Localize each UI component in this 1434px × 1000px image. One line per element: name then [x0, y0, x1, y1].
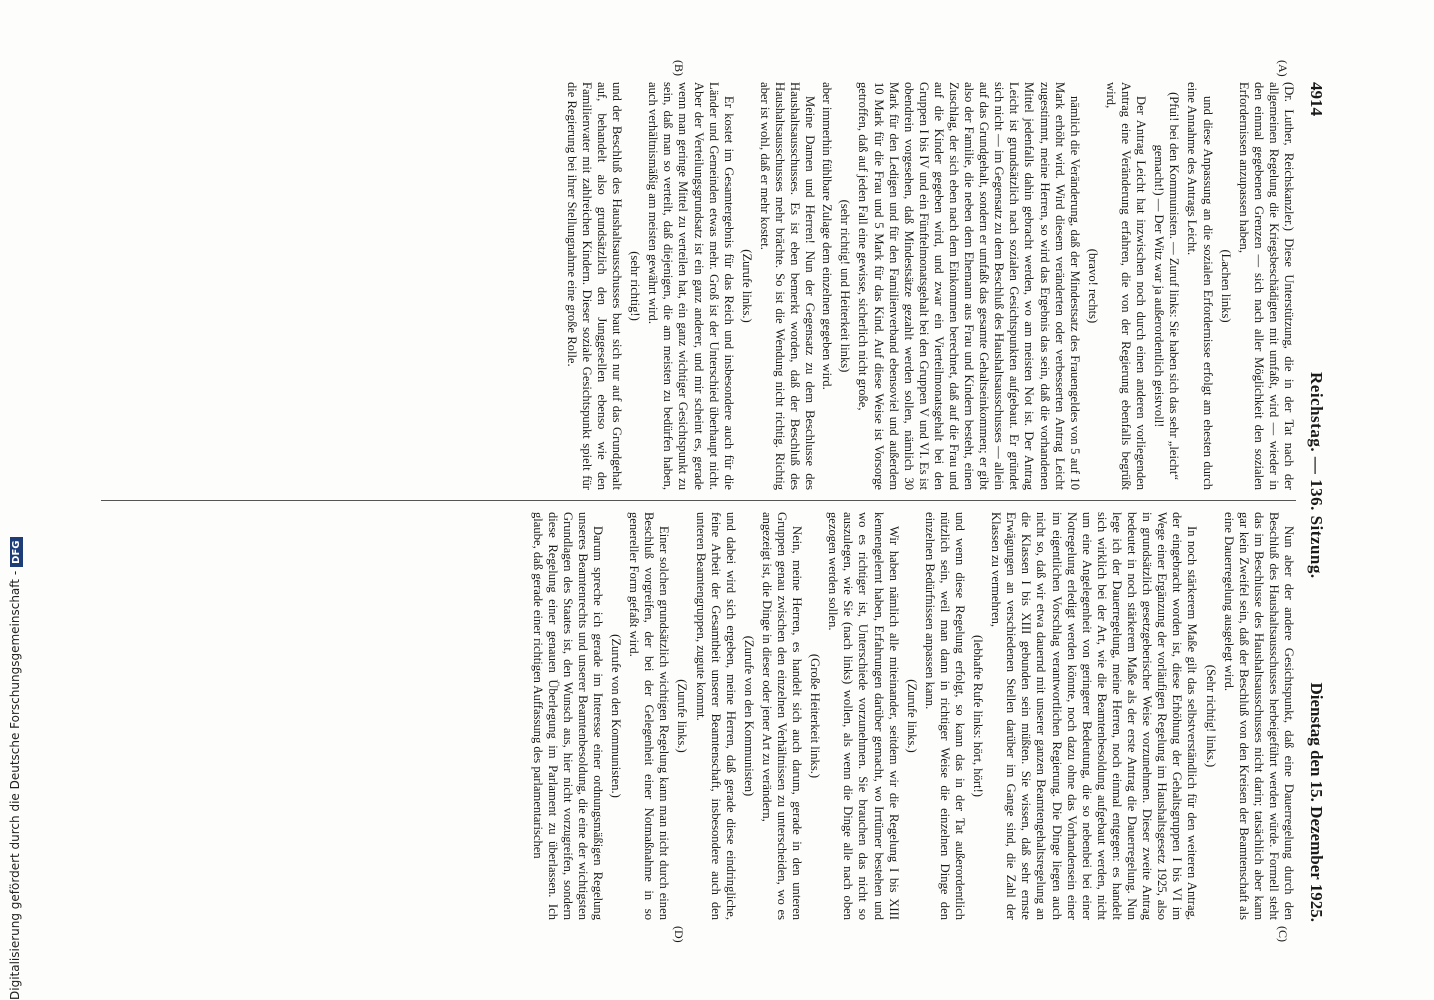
- paragraph: und dabei wird sich ergeben, meine Herren, daß gerade diese eindringliche, feine Arbeit der Gesamtheit unserer Beamtenschaft, insbesondere auch den unteren Beamtengruppen, zugute kommt.: [693, 512, 738, 920]
- left-column: [101, 82, 1296, 490]
- interjection: (Zurufe von den Kommunisten): [741, 635, 756, 797]
- margin-marker-b: (B): [672, 60, 686, 76]
- paragraph: Der Antrag Leicht hat inzwischen noch durch einen anderen vorliegenden Antrag eine Veränderung erfahren, die von der Regierung ebenfalls begrüßt wird,: [1103, 82, 1149, 490]
- page-body: [96, 60, 1326, 943]
- interjection: (Zurufe links.): [739, 249, 754, 323]
- paragraph: Nun aber der andere Gesichtspunkt, daß eine Dauerregelung durch den Beschluß des Haushaltsausschusses herbeigeführt werden würde. Formell steht das im Beschlusse des Haushaltsausschusses nicht darin; tatsächlich aber kann gar kein Zweifel sein, daß der Beschluß von den Kreisen der Beamtenschaft als eine Dauerregelung ausgelegt wird.: [1221, 512, 1296, 920]
- paragraph: und der Beschluß des Haushaltsausschusses baut sich nur auf das Grundgehalt auf, behandelt also grundsätzlich den Junggesellen ebenso wie den Familienvater mit zahlreichen Kindern. Dieser soziale Gesichtspunkt spielt für die Regierung bei ihrer Stellungnahme eine große Rolle.: [564, 82, 625, 490]
- footer-text-wrap: [8, 538, 23, 1000]
- page-header: [1304, 82, 1326, 922]
- paragraph: Einer solchen grundsätzlich wichtigen Regelung kann man nicht durch einen Beschluß vorgreifen, der bei der Gelegenheit einer Notmaßnahme in so genereller Form gefaßt wird.: [627, 512, 672, 920]
- interjection: (bravo! rechts): [1085, 248, 1100, 324]
- margin-marker-d: (D): [672, 926, 686, 943]
- dfg-logo: DFG: [10, 538, 23, 567]
- paragraph: (Dr. Luther, Reichskanzler.) Diese Unterstützung, die in der Tat nach der allgemeinen Regelung die Kriegsbeschädigten mit umfaßt, wird — wieder in den einmal gegebenen Grenzen — sich nach aller Möglichkeit den sozialen Erfordernissen anzupassen haben,: [1236, 82, 1296, 490]
- paragraph: und wenn diese Regelung erfolgt, so kann das in der Tat außerordentlich nützlich sein, weil man dann in richtiger Weise die einzelnen Dinge den einzelnen Bedürfnissen anpassen kann.: [922, 512, 968, 920]
- paragraph: und diese Anpassung an die sozialen Erfordernisse erfolgt am ehesten durch eine Annahme des Antrags Leicht.: [1185, 82, 1215, 490]
- interjection: (Zurufe links.): [675, 679, 690, 753]
- session-date: Dienstag den 15. Dezember 1925.: [1307, 682, 1326, 922]
- right-column: [101, 512, 1296, 920]
- paragraph: In noch stärkerem Maße gilt das selbstverständlich für den weiteren Antrag, der eingebracht worden ist, diese Erhöhung der Gehaltsgruppen I bis VI im Wege einer Ergänzung der vorläufigen Regelung im Haushaltsgesetz 1925, also in grundsätzlich gesetzgeberischer Weise vorzunehmen. Dieser zweite Antrag bedeutet in noch stärkerem Maße als der erste Antrag die Dauerregelung. Nun lege ich der Dauerregelung, meine Herren, noch einmal entgegen: es handelt sich wirklich bei der Art, wie die Beamtenbesoldung aufgebaut werden, nicht um eine Angelegenheit von geringerer Bedeutung, die so nebenbei bei einer Notregelung erledigt werden könnte, noch dazu ohne das Vorhandensein einer im eigentlichen Vorschlag verantwortlichen Regierung. Die Dinge liegen auch nicht so, daß wir etwa dauernd mit unserer ganzen Beamtengehaltsregelung an die Klassen I bis XIII gebunden sein müßten. Sie wissen, daß sehr ernste Erwägungen an verschiedenen Stellen darüber im Gange sind, die Zahl der Klassen zu vermehren,: [989, 512, 1200, 920]
- footer-text: Digitalisierung gefördert durch die Deutsche Forschungsgemeinschaft -: [8, 570, 22, 1000]
- interjection: (Große Heiterkeit links.): [808, 653, 823, 779]
- paragraph: nämlich die Veränderung, daß der Mindestsatz des Frauengeldes von 5 auf 10 Mark erhöht wird. Wird diesem veränderten oder verbesserten Antrag Leicht zugestimmt, meine Herren, so wird das Ergebnis das sein, daß die vorhandenen Mittel jedenfalls dahin gebracht werden, wo am meisten Not ist. Der Antrag Leicht ist grundsätzlich nach sozialen Gesichtspunkten aufgebaut. Er gründet sich nicht — im Gegensatz zu dem Beschluß des Haushaltsausschusses — allein auf das Grundgehalt, sondern er umfaßt das gesamte Gehaltseinkommen; er gibt also der Familie, die neben dem Ehemann aus Frau und Kindern besteht, einen Zuschlag, der sich eben nach dem Einkommen berechnet, daß auf die Frau und auf die Kinder gegeben wird, und zwar ein Vierteilmonatsgehalt bei den Gruppen I bis IV und ein Fünftelmonatsgehalt bei den Gruppen V und VI. Es ist obendrein vorgesehen, daß Mindestsätze gezahlt werden sollen, nämlich 30 Mark für den Ledigen und für den Familienverband ebensoviel und außerdem 10 Mark für die Frau und 5 Mark für das Kind. Auf diese Weise ist Vorsorge getroffen, daß auf jeden Fall eine gewisse, sicherlich nicht große,: [856, 82, 1082, 490]
- interjection: (Zurufe von den Kommunisten.): [609, 634, 624, 798]
- margin-marker-a: (A): [1276, 60, 1290, 77]
- digitization-footer: [8, 0, 32, 1000]
- paragraph: Darum spreche ich gerade im Interesse einer ordnungsmäßigen Regelung unseres Beamtenrechts und unserer Beamtenbesoldung, die eine der wichtigsten Grundlagen des Staates ist, den Wunsch aus, hier nicht vorzugreifen, sondern diese Regelung einer genauen Überlegung im Parlament zu überlassen. Ich glaube, daß gerade einer richtigen Auffassung des parlamentarischen: [530, 512, 605, 920]
- column-divider: [101, 500, 1296, 501]
- paragraph: Wir haben nämlich alle miteinander, seitdem wir die Regelung I bis XIII kennengelernt haben, Erfahrungen darüber gemacht, wo Irrtümer bestehen und wo es richtiger ist, Unterschiede vorzunehmen. Sie brauchen das nicht so auszulegen, wie Sie (nach links) wollen, als wenn die Dinge alle nach oben gezogen werden sollen.: [826, 512, 901, 920]
- interjection: (Zurufe links.): [904, 679, 919, 753]
- paragraph: Nein, meine Herren, es handelt sich auch darum, gerade in den unteren Gruppen genau zwischen den einzelnen Verhältnissen zu unterscheiden, wo es angezeigt ist, die Dinge in dieser oder jener Art zu verändern,: [759, 512, 805, 920]
- interjection: (Pfui! bei den Kommunisten. — Zuruf links: Sie haben sich das sehr „leicht“ gemacht!) — Der Witz war ja außerordentlich geistvoll!: [1152, 92, 1182, 480]
- interjection: (lebhafte Rufe links: hört, hört!): [971, 635, 986, 797]
- paragraph: aber immerhin fühlbare Zulage dem einzelnen gegeben wird.: [820, 82, 835, 390]
- paragraph: Meine Damen und Herren! Nun der Gegensatz zu dem Beschlusse des Haushaltsausschusses. Es ist eben bemerkt worden, daß der Beschluß des Haushaltsausschusses mehr brächte. So ist die Wendung nicht richtig. Richtig aber ist wohl, daß er mehr kostet.: [757, 82, 818, 490]
- page-number: 4914: [1307, 82, 1326, 116]
- interjection: (sehr richtig! und Heiterkeit links): [838, 199, 853, 373]
- interjection: (Lachen links): [1218, 249, 1233, 323]
- margin-marker-c: (C): [1276, 926, 1290, 942]
- session-title: Reichstag. — 136. Sitzung.: [1307, 372, 1326, 579]
- interjection: (sehr richtig!): [628, 251, 643, 321]
- interjection: (Sehr richtig! links.): [1203, 664, 1218, 768]
- paragraph: Er kostet im Gesamtergebnis für das Reich und insbesondere auch für die Länder und Gemeinden etwas mehr. Groß ist der Unterschied überhaupt nicht. Aber der Verteilungsgrundsatz ist ein ganz anderer, und mir scheint es, gerade wenn man geringe Mittel zu verteilen hat, ein ganz wichtiger Gesichtspunkt zu sein, daß man so verteilt, daß diejenigen, die am meisten zu bedürfen haben, auch verhältnismäßig am meisten gewährt wird.: [646, 82, 736, 490]
